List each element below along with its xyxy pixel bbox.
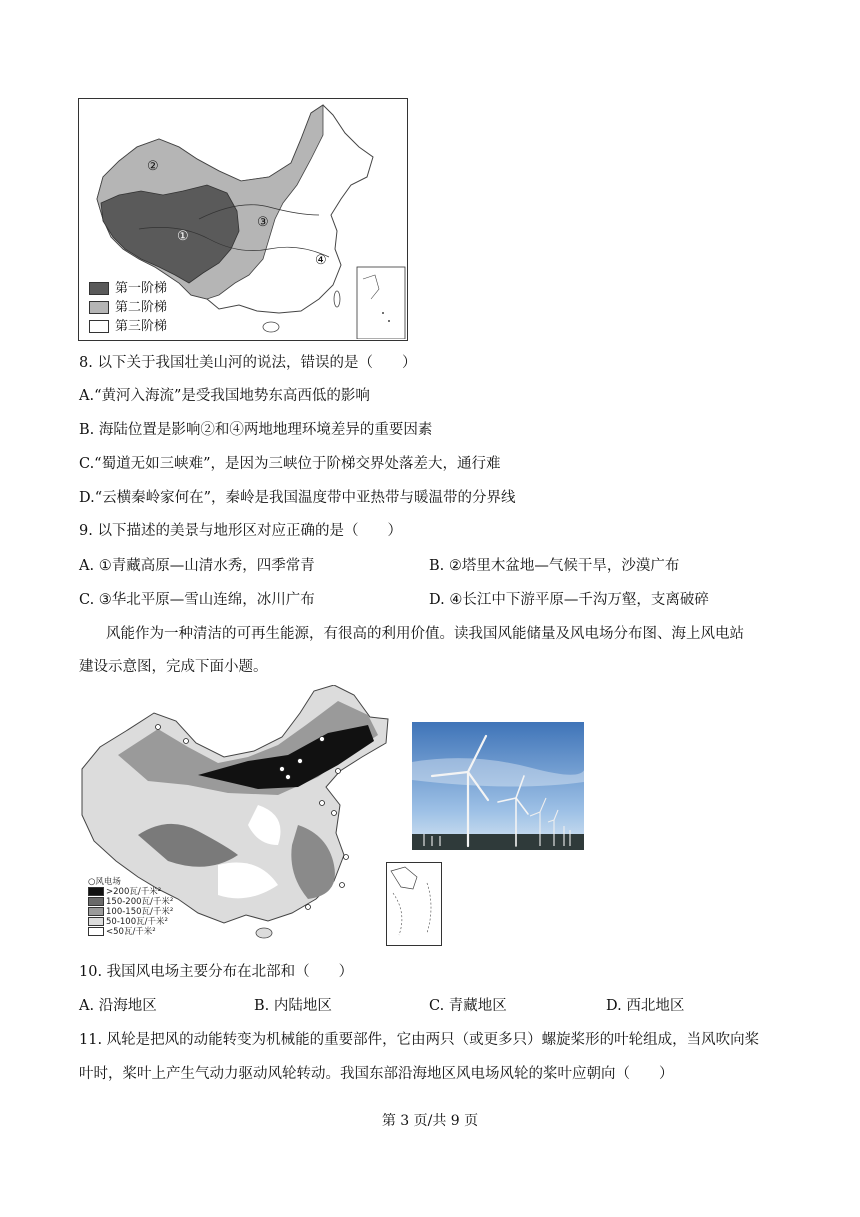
legend-second-label: 第二阶梯 (115, 300, 168, 315)
q8-option-d: D.“云横秦岭家何在”，秦岭是我国温度带中亚热带与暖温带的分界线 (79, 490, 516, 506)
wind-legend-label-5: <50瓦/千米² (106, 927, 156, 937)
wind-swatch-3 (88, 907, 104, 916)
wind-swatch-1 (88, 887, 104, 896)
map-label-1: ① (177, 229, 189, 244)
intro-line-2: 建设示意图，完成下面小题。 (79, 659, 268, 675)
q11-line-2: 叶时，桨叶上产生气动力驱动风轮转动。我国东部沿海地区风电场风轮的桨叶应朝向（ ） (79, 1066, 674, 1082)
legend-swatch-third (89, 320, 109, 333)
wind-legend-label-4: 50-100瓦/千米² (106, 917, 168, 927)
wind-legend-item-5 (88, 927, 173, 937)
wind-legend-item-3 (88, 907, 173, 917)
q10-option-d: D. 西北地区 (606, 998, 685, 1014)
wind-legend-title: ○风电场 (88, 877, 121, 887)
wind-legend-label-2: 150-200瓦/千米² (106, 897, 174, 907)
wind-swatch-2 (88, 897, 104, 906)
q10-option-b: B. 内陆地区 (254, 998, 332, 1014)
wind-legend-item-2 (88, 897, 173, 907)
terrain-steps-map (78, 98, 408, 341)
q8-stem: 8. 以下关于我国壮美山河的说法，错误的是（ ） (79, 355, 417, 371)
q10-stem: 10. 我国风电场主要分布在北部和（ ） (79, 964, 354, 980)
legend-second-step (89, 300, 167, 316)
legend-first-step (89, 281, 167, 297)
legend-third-label: 第三阶梯 (115, 319, 168, 334)
legend-swatch-first (89, 282, 109, 295)
q9-option-d: D. ④长江中下游平原—千沟万壑，支离破碎 (429, 592, 709, 608)
map-label-3: ③ (257, 215, 269, 230)
q9-option-a: A. ①青藏高原—山清水秀，四季常青 (79, 558, 315, 574)
south-sea-inset (386, 862, 442, 946)
wind-legend-item-1 (88, 887, 173, 897)
page-number: 第 3 页/共 9 页 (381, 1113, 479, 1129)
legend-first-label: 第一阶梯 (115, 281, 168, 296)
q10-option-c: C. 青藏地区 (429, 998, 507, 1014)
q10-option-a: A. 沿海地区 (79, 998, 157, 1014)
legend-swatch-second (89, 301, 109, 314)
map-label-2: ② (147, 159, 159, 174)
legend-third-step (89, 319, 167, 335)
wind-turbine-photo-graphic (412, 722, 584, 850)
south-sea-inset-graphic (387, 863, 441, 945)
q9-option-b: B. ②塔里木盆地—气候干旱，沙漠广布 (429, 558, 680, 574)
wind-legend-label-1: >200瓦/千米² (106, 887, 162, 897)
intro-line-1: 风能作为一种清洁的可再生能源，有很高的利用价值。读我国风能储量及风电场分布图、海上风电站 (106, 626, 744, 642)
wind-legend-label-3: 100-150瓦/千米² (106, 907, 174, 917)
wind-legend (88, 877, 173, 937)
wind-legend-item-4 (88, 917, 173, 927)
wind-swatch-5 (88, 927, 104, 936)
wind-energy-map (78, 685, 398, 947)
q11-line-1: 11. 风轮是把风的动能转变为机械能的重要部件，它由两只（或更多只）螺旋桨形的叶轮组成，当风吹向桨 (79, 1032, 760, 1048)
q9-stem: 9. 以下描述的美景与地形区对应正确的是（ ） (79, 523, 402, 539)
wind-swatch-4 (88, 917, 104, 926)
q9-option-c: C. ③华北平原—雪山连绵，冰川广布 (79, 592, 315, 608)
offshore-wind-turbine-photo (412, 722, 584, 850)
map-label-4: ④ (315, 253, 327, 268)
q8-option-a: A.“黄河入海流”是受我国地势东高西低的影响 (79, 388, 370, 404)
q8-option-c: C.“蜀道无如三峡难”，是因为三峡位于阶梯交界处落差大，通行难 (79, 456, 501, 472)
q8-option-b: B. 海陆位置是影响②和④两地地理环境差异的重要因素 (79, 422, 433, 438)
